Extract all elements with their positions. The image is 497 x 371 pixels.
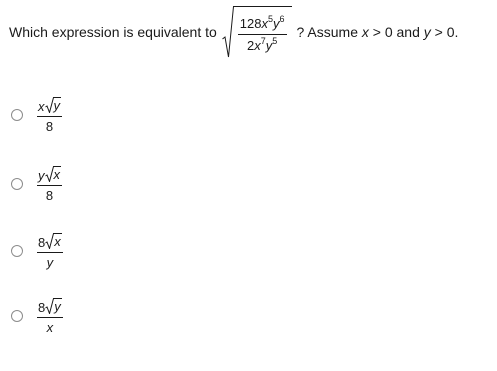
denominator-var-x: x — [254, 37, 261, 53]
answer-denominator: x — [46, 320, 54, 335]
condition-text-2: > 0. — [430, 24, 459, 40]
answer-expression — [37, 298, 63, 334]
answer-option-4[interactable] — [11, 298, 63, 334]
numerator-coefficient: 8 — [38, 300, 46, 315]
radicand-var: x — [54, 234, 61, 249]
condition-var-x: x — [361, 24, 369, 40]
denominator-exp-x: 7 — [260, 35, 266, 46]
answer-option-1[interactable] — [11, 97, 62, 133]
radicand-var: x — [53, 167, 60, 182]
answer-option-3[interactable] — [11, 233, 63, 269]
answer-denominator: y — [46, 255, 54, 270]
radicand-fraction — [238, 15, 287, 53]
numerator-exp-y: 6 — [279, 13, 285, 24]
denominator-coefficient: 2 — [247, 37, 255, 53]
condition-text-1: > 0 and — [368, 24, 424, 40]
question-text — [9, 4, 458, 60]
question-prefix: Which expression is equivalent to — [9, 24, 217, 40]
numerator-var-x: x — [261, 15, 268, 31]
numerator-exp-x: 5 — [267, 13, 273, 24]
radio-button[interactable] — [11, 245, 23, 257]
radicand-var: y — [54, 299, 61, 314]
radicand-var: y — [53, 98, 60, 113]
denominator-exp-y: 5 — [272, 35, 278, 46]
square-root — [45, 298, 62, 314]
radical-expression — [222, 6, 292, 58]
radicand-denominator — [245, 35, 279, 53]
question-suffix — [297, 24, 459, 40]
question-suffix-text: ? Assume — [296, 24, 362, 40]
radio-button[interactable] — [11, 310, 23, 322]
denominator-var-y: y — [265, 37, 273, 53]
answer-numerator — [37, 166, 62, 185]
radicand-numerator — [238, 15, 287, 34]
numerator-coefficient: y — [38, 168, 45, 183]
square-root — [45, 233, 62, 249]
numerator-var-y: y — [273, 15, 280, 31]
answer-expression — [37, 97, 62, 133]
answer-numerator — [37, 298, 63, 317]
numerator-coefficient: x — [38, 99, 45, 114]
answer-denominator: 8 — [45, 188, 54, 203]
numerator-coefficient: 8 — [38, 235, 46, 250]
radio-button[interactable] — [11, 178, 23, 190]
square-root — [45, 97, 62, 113]
answer-expression — [37, 233, 63, 269]
answer-denominator: 8 — [45, 119, 54, 134]
square-root — [45, 166, 62, 182]
numerator-coefficient: 128 — [239, 15, 262, 31]
condition-var-y: y — [423, 24, 431, 40]
radio-button[interactable] — [11, 109, 23, 121]
answer-expression — [37, 166, 62, 202]
radicand — [233, 6, 292, 58]
answer-option-2[interactable] — [11, 166, 62, 202]
answer-numerator — [37, 233, 63, 252]
answer-numerator — [37, 97, 62, 116]
